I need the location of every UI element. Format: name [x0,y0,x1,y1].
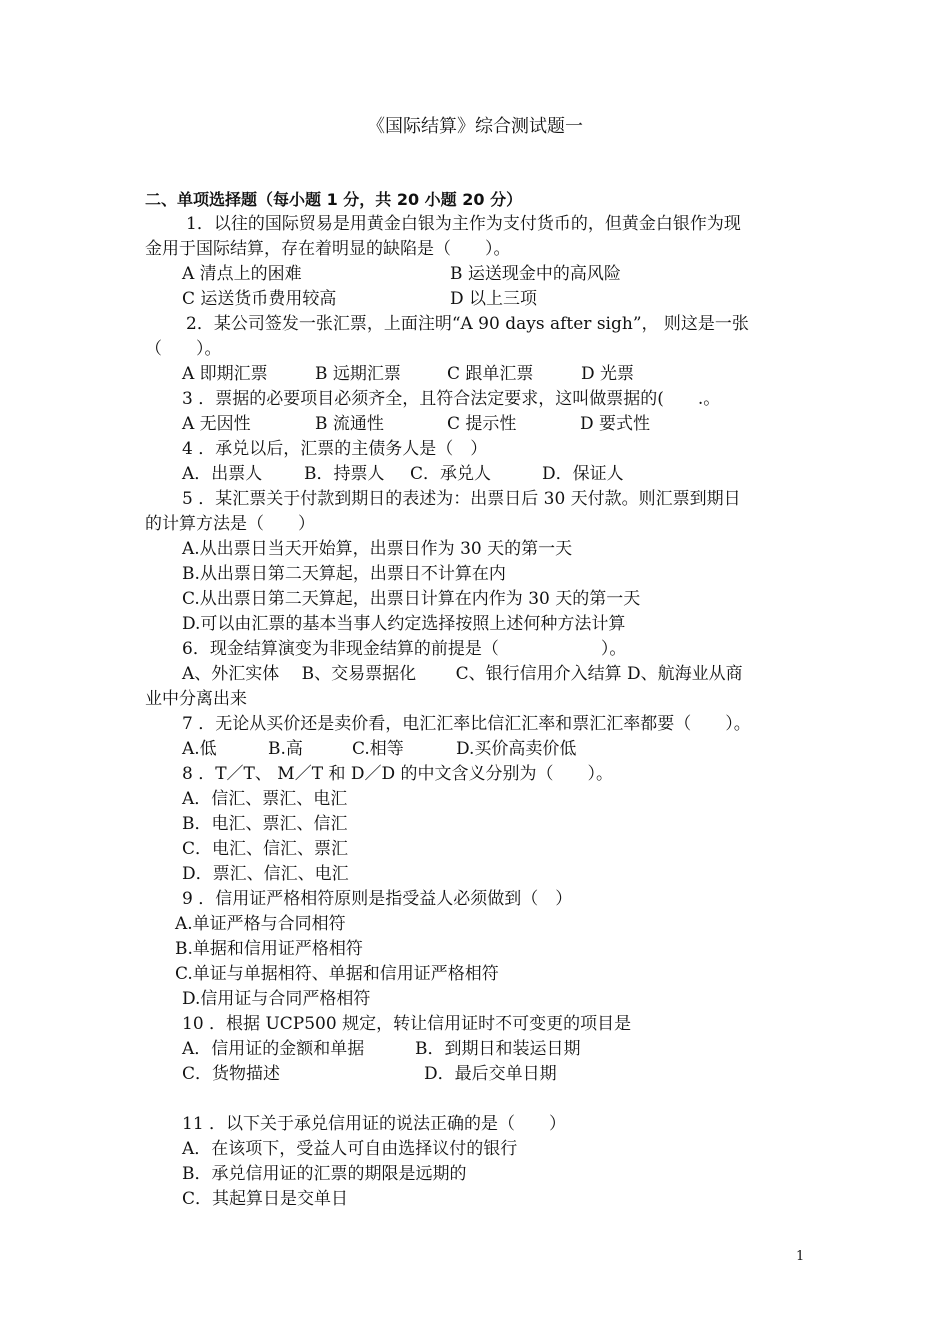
option-c: C.从出票日第二天算起，出票日计算在内作为 30 天的第一天 [182,589,641,609]
option-c: C 提示性 [447,414,517,434]
option-a: A 清点上的困难 [182,264,302,284]
question-10-text: 10 ．根据 UCP500 规定，转让信用证时不可变更的项目是 [182,1014,632,1034]
option-b: B.高 [268,739,303,759]
question-10-options-row1 [145,1037,809,1062]
option-a: A 无因性 [182,414,251,434]
option-d: D.可以由汇票的基本当事人约定选择按照上述何种方法计算 [182,614,626,634]
question-5-text-cont: 的计算方法是（ ） [145,514,315,534]
question-7-text: 7 ．无论从买价还是卖价看，电汇汇率比信汇汇率和票汇汇率都要（ ）。 [182,714,751,734]
option-b: B 流通性 [315,414,384,434]
question-9-text: 9 ．信用证严格相符原则是指受益人必须做到（ ） [182,889,573,909]
option-b: B．到期日和装运日期 [415,1039,581,1059]
option-d: D．最后交单日期 [424,1064,557,1084]
question-11-text: 11 ．以下关于承兑信用证的说法正确的是（ ） [182,1114,567,1134]
question-3-text: 3 ．票据的必要项目必须齐全，且符合法定要求，这叫做票据的( .。 [182,389,721,409]
option-c: C.相等 [352,739,404,759]
option-d: D.买价高卖价低 [456,739,577,759]
page-number: 1 [796,1249,805,1264]
option-b: B．承兑信用证的汇票的期限是远期的 [182,1164,467,1184]
option-c: C 运送货币费用较高 [182,289,337,309]
question-2-text-cont: （ ）。 [145,339,222,359]
question-4-text: 4 ．承兑以后，汇票的主债务人是（ ） [182,439,488,459]
option-b: B．持票人 [304,464,385,484]
option-c: C.单证与单据相符、单据和信用证严格相符 [175,964,499,984]
question-6-options: A、外汇实体 B、交易票据化 C、银行信用介入结算 D、航海业从商 [182,664,743,684]
question-6-text: 6．现金结算演变为非现金结算的前提是（ ）。 [182,639,627,659]
question-2-text: 2．某公司签发一张汇票，上面注明“A 90 days after sigh”， 则这是一张 [186,314,749,334]
option-b: B．电汇、票汇、信汇 [182,814,348,834]
question-10-options-row2 [145,1062,809,1087]
option-c: C．货物描述 [182,1064,281,1084]
question-2-options [145,362,809,387]
option-b: B 远期汇票 [315,364,401,384]
option-a: A．在该项下，受益人可自由选择议付的银行 [182,1139,518,1159]
question-1-options-row1 [145,262,809,287]
page-title: 《国际结算》综合测试题一 [367,116,583,137]
question-1-text-cont: 金用于国际结算，存在着明显的缺陷是（ ）。 [145,239,511,259]
option-b: B.从出票日第二天算起，出票日不计算在内 [182,564,506,584]
option-a: A 即期汇票 [182,364,268,384]
question-5-text: 5 ．某汇票关于付款到期日的表述为：出票日后 30 天付款。则汇票到期日 [182,489,741,509]
question-4-options [145,462,809,487]
option-d: D 要式性 [580,414,651,434]
option-d: D 以上三项 [450,289,538,309]
question-1-options-row2 [145,287,809,312]
question-7-options [145,737,809,762]
option-a: A．信用证的金额和单据 [182,1039,365,1059]
question-list [145,187,809,1212]
option-a: A.单证严格与合同相符 [175,914,346,934]
spacer [145,1087,809,1112]
option-d: D．保证人 [542,464,624,484]
option-a: A．信汇、票汇、电汇 [182,789,348,809]
option-c: C 跟单汇票 [447,364,534,384]
option-a: A．出票人 [182,464,263,484]
question-8-text: 8 ．T／T、 M／T 和 D／D 的中文含义分别为（ ）。 [182,764,614,784]
option-a: A.低 [182,739,217,759]
option-d: D 光票 [581,364,635,384]
question-3-options [145,412,809,437]
option-c: C．电汇、信汇、票汇 [182,839,349,859]
option-b: B 运送现金中的高风险 [450,264,621,284]
section-heading: 二、单项选择题（每小题 1 分，共 20 小题 20 分） [145,190,523,209]
option-c: C．承兑人 [410,464,492,484]
question-1-text: 1．以往的国际贸易是用黄金白银为主作为支付货币的，但黄金白银作为现 [186,214,741,234]
option-c: C．其起算日是交单日 [182,1189,349,1209]
option-a: A.从出票日当天开始算，出票日作为 30 天的第一天 [182,539,573,559]
question-6-options-cont: 业中分离出来 [145,689,247,709]
option-d: D．票汇、信汇、电汇 [182,864,349,884]
option-d: D.信用证与合同严格相符 [182,989,371,1009]
option-b: B.单据和信用证严格相符 [175,939,363,959]
